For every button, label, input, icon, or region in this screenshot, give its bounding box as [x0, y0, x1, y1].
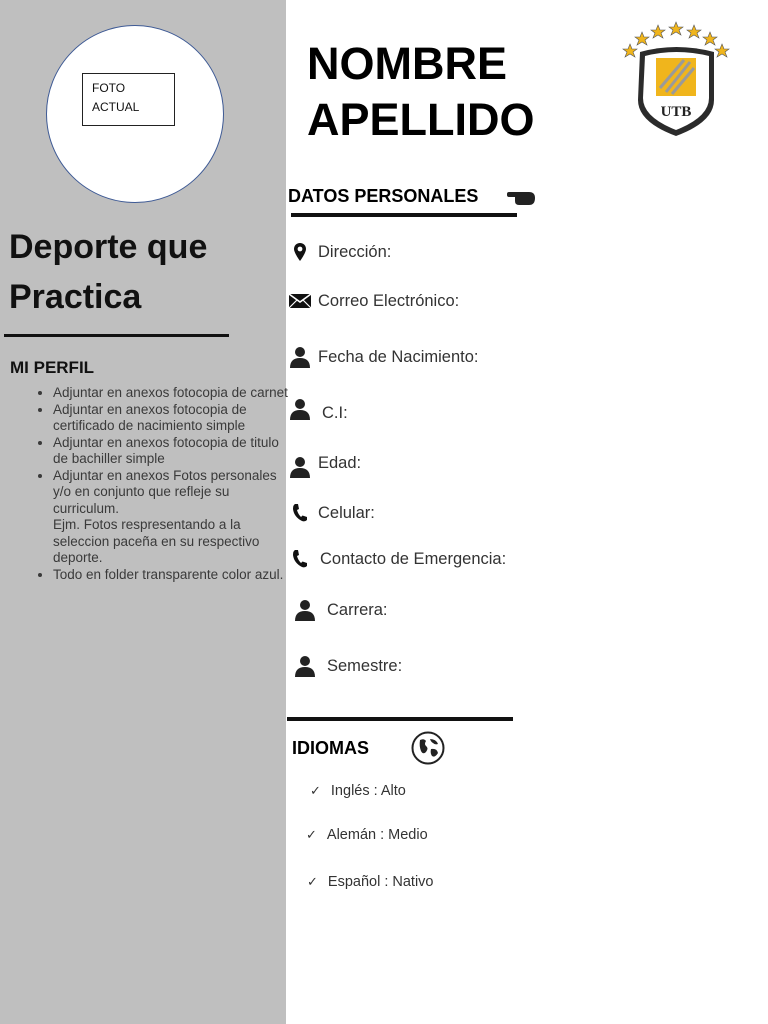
- photo-label: [82, 73, 175, 126]
- person-icon: [288, 345, 312, 369]
- field-label: Contacto de Emergencia:: [320, 549, 507, 568]
- check-icon: ✓: [307, 874, 318, 889]
- field-carrera: [293, 598, 388, 622]
- field-label: C.I:: [322, 404, 348, 422]
- check-icon: ✓: [310, 783, 321, 798]
- field-label: Celular:: [318, 503, 375, 522]
- field-label: Semestre:: [327, 656, 403, 675]
- person-icon: [293, 598, 317, 622]
- personal-heading: DATOS PERSONALES: [288, 186, 479, 206]
- field-label: Correo Electrónico:: [318, 291, 460, 310]
- field-edad: [288, 447, 361, 479]
- field-correo: [288, 289, 459, 313]
- photo-label-line2: ACTUAL: [92, 100, 140, 114]
- field-semestre: [293, 654, 402, 678]
- language-item: ✓ Español : Nativo: [307, 874, 434, 890]
- utb-logo: [620, 18, 732, 138]
- personal-divider: [291, 213, 517, 217]
- page-title: [307, 36, 535, 148]
- sport-title: Deporte que Practica: [9, 228, 208, 316]
- list-item: • Adjuntar en anexos fotocopia de certificado de nacimiento simple: [53, 402, 293, 435]
- list-item: • Todo en folder transparente color azul.: [53, 567, 293, 584]
- field-label: Dirección:: [318, 242, 392, 261]
- name-line-1: NOMBRE: [307, 38, 507, 89]
- languages-divider: [287, 717, 513, 721]
- list-item: • Adjuntar en anexos fotocopia de titulo de bachiller simple: [53, 435, 293, 468]
- location-pin-icon: [288, 240, 312, 264]
- field-ci: [288, 394, 348, 423]
- person-icon: [293, 654, 317, 678]
- profile-heading: MI PERFIL: [10, 358, 95, 377]
- field-label: Fecha de Nacimiento:: [318, 347, 479, 366]
- field-label: Edad:: [318, 453, 362, 472]
- list-item-note: Ejm. Fotos respresentando a la seleccion paceña en su respectivo deporte.: [53, 517, 260, 565]
- languages-heading: IDIOMAS: [292, 738, 370, 758]
- field-direccion: [288, 240, 391, 264]
- person-icon: [288, 455, 312, 479]
- field-celular: [288, 501, 375, 525]
- logo-text: UTB: [660, 104, 692, 120]
- sidebar: [0, 0, 286, 1024]
- person-icon: [288, 397, 312, 421]
- phone-icon: [288, 547, 312, 571]
- language-item: ✓ Alemán : Medio: [306, 827, 428, 843]
- check-icon: ✓: [306, 827, 317, 842]
- profile-list: [28, 385, 293, 583]
- field-contacto-emergencia: [288, 547, 506, 571]
- list-item: • Adjuntar en anexos Fotos personales y/o en conjunto que refleje su curriculum. Ejm. Fotos respresentando a la seleccion paceña en su respectivo deporte.: [53, 468, 293, 567]
- name-line-2: APELLIDO: [307, 94, 535, 145]
- divider: [4, 334, 229, 337]
- pointing-hand-icon: [505, 186, 537, 210]
- photo-label-line1: FOTO: [92, 81, 126, 95]
- list-item: • Adjuntar en anexos fotocopia de carnet: [53, 385, 293, 402]
- phone-icon: [288, 501, 312, 525]
- globe-icon: [411, 731, 445, 765]
- envelope-icon: [288, 289, 312, 313]
- language-item: ✓ Inglés : Alto: [310, 783, 406, 799]
- field-label: Carrera:: [327, 600, 388, 619]
- field-fecha-nacimiento: [288, 345, 479, 369]
